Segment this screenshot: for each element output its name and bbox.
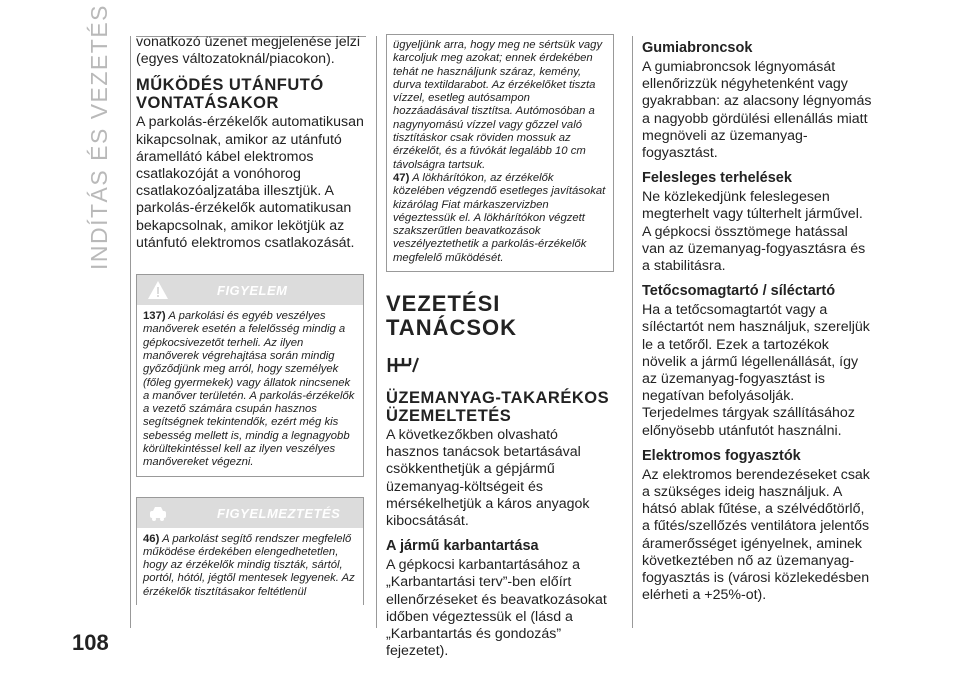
section-body: A parkolás-érzékelők automatikusan kikapcsolnak, amikor az utánfutó áramellátó kábel elektromos csatlakozóját a vonóhorog csatlakozóaljzatába illesztjük. A parkolás-érzékelők automatikusan bekapcsolnak, amikor lekötjük az utánfutó elektromos csatlakozását. (136, 114, 364, 251)
caution-body: A lökhárítókon, az érzékelők közelében végzendő esetleges javításokat kizárólag Fiat márkaszervizben végeztessük el. A lökhárítókon végzett szakszerűtlen beavatkozások veszélyeztethetik a parkolás-érzékelők megfelelő működését. (393, 171, 606, 264)
subsection-heading: Elektromos fogyasztók (642, 447, 801, 464)
subsection-body: A gépkocsi karbantartásához a „Karbantartási terv”-ben előírt ellenőrzéseket és beavatkozásokat időben végeztessük el (lásd a „Karbantartás és gondozás” fejezetet). (386, 557, 607, 660)
page-number: 108 (72, 630, 109, 655)
subsection-heading: Felesleges terhelések (642, 170, 792, 187)
section-heading: ÜZEMANYAG-TAKARÉKOS ÜZEMELTETÉS (386, 389, 610, 426)
caution-box (136, 497, 364, 605)
column-rule (130, 36, 131, 628)
intro-text: vonatkozó üzenet megjelenése jelzi (egyes változatoknál/piacokon). (136, 34, 360, 68)
gear-shift-icon (386, 354, 420, 376)
warning-header (137, 275, 363, 305)
caution-label: FIGYELMEZTETÉS (217, 505, 341, 521)
column-1 (136, 34, 364, 605)
caution-header (137, 498, 363, 528)
subsection-body: Ha a tetőcsomagtartót vagy a síléctartót nem használjuk, szereljük le a tetőről. Ezek a tartozékok növelik a jármű légellenállását, így az üzemanyag-fogyasztást is negatívan befolyásolják. Terjedelmes tárgyak szállításához előnyösebb utánfutót használni. (642, 302, 870, 439)
main-heading: VEZETÉSI TANÁCSOK (386, 291, 518, 341)
caution-note-47 (393, 172, 607, 265)
subsection-body: A gumiabroncsok légnyomását ellenőrizzük négyhetenként vagy gyakrabban: az alacsony légnyomás a nagyobb gördülési ellenállás miatt megnöveli az üzemanyag-fogyasztást. (642, 59, 872, 162)
section-heading: MŰKÖDÉS UTÁNFUTÓ VONTATÁSAKOR (136, 76, 324, 113)
warning-box (136, 274, 364, 477)
column-2 (386, 34, 614, 660)
subsection-heading: A jármű karbantartása (386, 538, 539, 555)
chapter-title: INDÍTÁS ÉS VEZETÉS (86, 4, 112, 270)
note-number: 47) (393, 171, 410, 184)
subsection-heading: Tetőcsomagtartó / síléctartó (642, 283, 836, 300)
caution-text (143, 533, 357, 599)
caution-continued-text: ügyeljünk arra, hogy meg ne sértsük vagy karcoljuk meg azokat; ennek érdekében tehát ne használjunk száraz, kemény, durva textildarabot. Az érzékelőket tiszta vízzel, esetleg autósampon hozzáadásával tisztítsa. Autómosóban a nagynyomású vízzel vagy gőzzel való tisztításkor csak röviden mossuk az érzékelőt, és a fúvókát legalább 10 cm távolságra tartsuk. (393, 39, 603, 171)
subsection-heading: Gumiabroncsok (642, 40, 753, 56)
warning-body: A parkolási és egyéb veszélyes manőverek esetén a felelősség mindig a gépkocsivezetőt terheli. Az ilyen manőverek végrehajtása során mindig győződjünk meg arról, hogy személyek (főleg gyermekek) vagy állatok nincsenek a manőver területén. A parkolás-érzékelők a vezető számára csupán hasznos segítségnek tekintendők, ezért még kis sebesség mellett is, mindig a legnagyobb körültekintéssel kell az ilyen veszélyes manővereket végezni. (143, 310, 355, 469)
caution-body: A parkolást segítő rendszer megfelelő működése érdekében elengedhetetlen, hogy az érzékelők mindig tiszták, sártól, portól, hótól, jégtől mentesek legyenek. Az érzékelők tisztításakor feltétlenül (143, 532, 355, 598)
note-number: 137) (143, 310, 166, 323)
note-number: 46) (143, 532, 160, 545)
subsection-body: Ne közlekedjünk feleslegesen megterhelt vagy túlterhelt járművel. A gépkocsi össztömege hatással van az üzemanyag-fogyasztásra és a stabilitásra. (642, 189, 866, 275)
subsection-body: Az elektromos berendezéseket csak a szükséges ideig használjuk. A hátsó ablak fűtése, a szélvédőtörlő, a fűtés/szellőzés ventilátora jelentős áramerősséget igényelnek, aminek következtében nő az üzemanyag-fogyasztás is (városi közlekedésben elérheti a +25%-ot). (642, 466, 870, 604)
car-caution-icon (147, 502, 169, 524)
warning-text (143, 310, 357, 470)
column-3 (642, 40, 874, 604)
caution-continued-box (386, 34, 614, 272)
section-body: A következőkben olvasható hasznos tanácsok betartásával csökkenthetjük a gépjármű üzemanyag-költségeit és mérsékelhetjük a káros anyagok kibocsátását. (386, 427, 590, 530)
warning-label: FIGYELEM (217, 283, 288, 299)
column-rule (376, 36, 377, 628)
warning-triangle-icon (147, 279, 169, 301)
column-rule (632, 36, 633, 628)
